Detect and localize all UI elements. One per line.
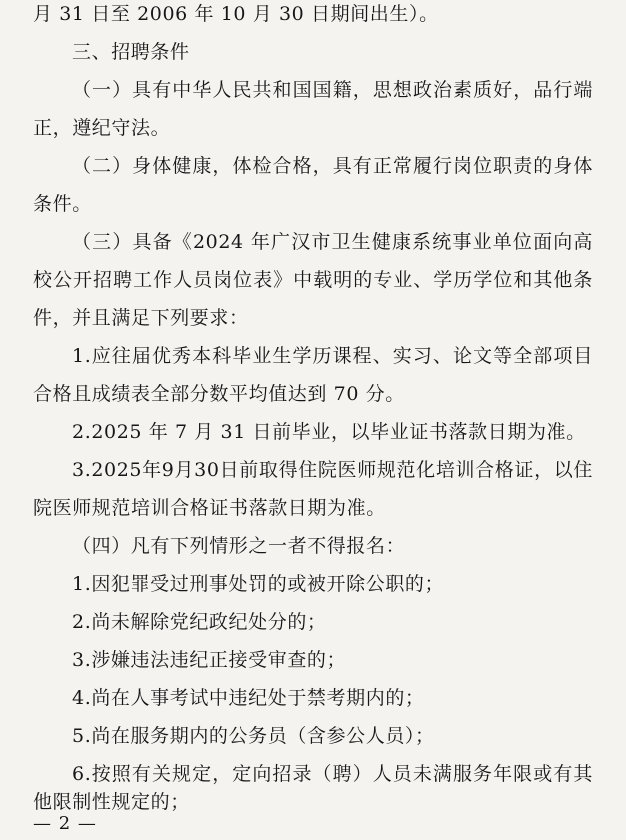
paragraph-line: 3.涉嫌违法违纪正接受审查的； <box>72 649 347 671</box>
paragraph-line: 他限制性规定的； <box>33 791 190 813</box>
paragraph-line: 1.应往届优秀本科毕业生学历课程、实习、论文等全部项目 <box>72 345 593 367</box>
paragraph-line: 合格且成绩表全部分数平均值达到 70 分。 <box>33 383 405 405</box>
paragraph-line: 条件。 <box>33 193 92 215</box>
paragraph-line: 2.尚未解除党纪政纪处分的； <box>72 611 327 633</box>
paragraph-line: 3.2025年9月30日前取得住院医师规范化培训合格证，以住 <box>72 459 593 481</box>
paragraph-line: 2.2025 年 7 月 31 日前毕业，以毕业证书落款日期为准。 <box>72 421 586 443</box>
paragraph-line: 6.按照有关规定，定向招录（聘）人员未满服务年限或有其 <box>72 763 593 785</box>
paragraph-line: 5.尚在服务期内的公务员（含参公人员）； <box>72 725 435 747</box>
paragraph-line: 正，遵纪守法。 <box>33 117 171 139</box>
paragraph-line: 4.尚在人事考试中违纪处于禁考期内的； <box>72 687 425 709</box>
paragraph-line: 月 31 日至 2006 年 10 月 30 日期间出生）。 <box>33 3 439 25</box>
paragraph-line: （三）具备《2024 年广汉市卫生健康系统事业单位面向高 <box>72 231 593 253</box>
section-heading: 三、招聘条件 <box>72 41 190 63</box>
paragraph-line: 件，并且满足下列要求： <box>33 307 249 329</box>
page-number: — 2 — <box>33 813 97 834</box>
paragraph-line: （二）身体健康，体检合格，具有正常履行岗位职责的身体 <box>72 155 593 177</box>
paragraph-line: （四）凡有下列情形之一者不得报名： <box>72 535 406 557</box>
paragraph-line: 校公开招聘工作人员岗位表》中载明的专业、学历学位和其他条 <box>33 269 593 291</box>
paragraph-line: 1.因犯罪受过刑事处罚的或被开除公职的； <box>72 573 445 595</box>
paragraph-line: 院医师规范培训合格证书落款日期为准。 <box>33 497 386 519</box>
paragraph-line: （一）具有中华人民共和国国籍，思想政治素质好，品行端 <box>72 79 593 101</box>
